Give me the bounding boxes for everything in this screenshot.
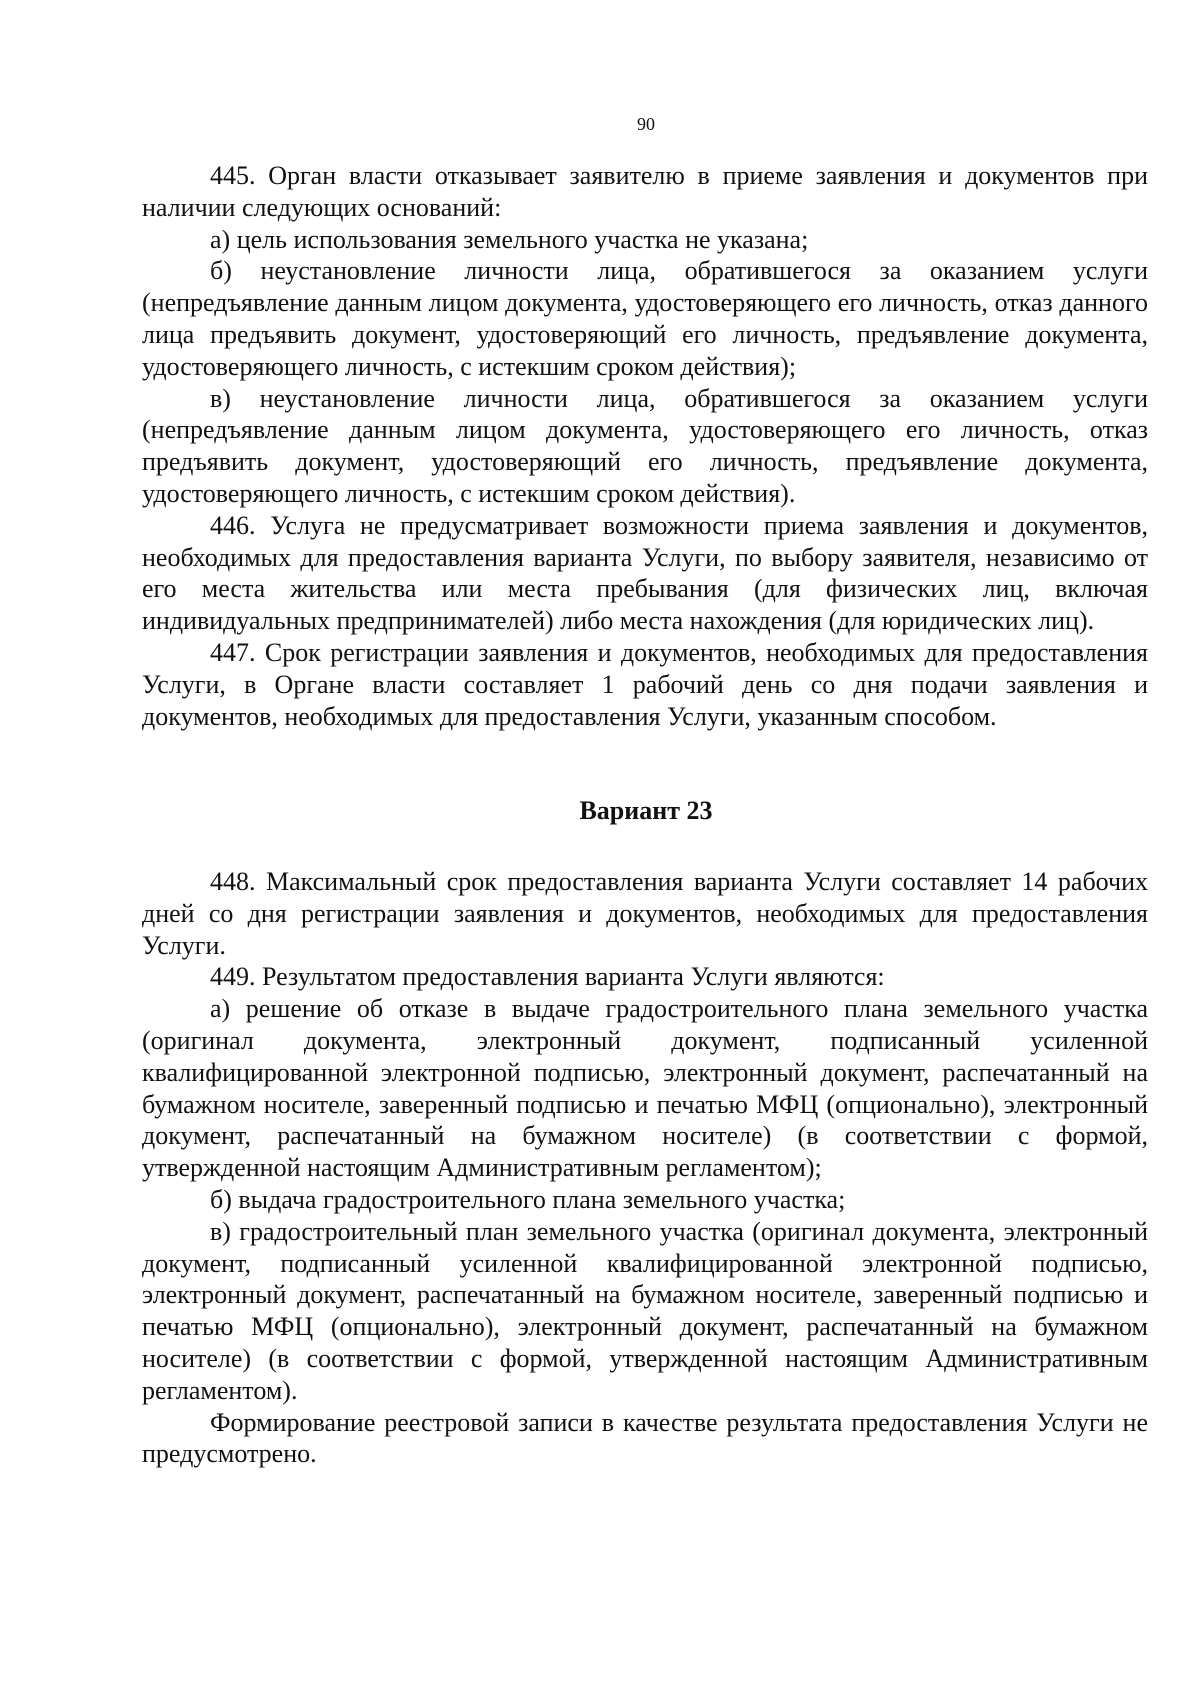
paragraph-449-b: б) выдача градостроительного плана земельного участка; [210,1184,846,1214]
paragraph-445: 445. Орган власти отказывает заявителю в приеме заявления и документов при наличии следующих оснований: [142,161,1148,222]
paragraph-449: 449. Результатом предоставления варианта Услуги являются: [210,962,885,992]
page-number: 90 [637,114,655,134]
text-block-top [142,160,1148,732]
paragraph-registry-note: Формирование реестровой записи в качестве результата предоставления Услуги не предусмотрено. [142,1407,1148,1469]
paragraph-446: 446. Услуга не предусматривает возможности приема заявления и документов, необходимых для предоставления варианта Услуги, по выбору заявителя, независимо от его места жительства или места пребывания (для физических лиц, включая индивидуальных предпринимателей) либо места нахождения (для юридических лиц). [142,510,1148,636]
paragraph-449-v: в) градостроительный план земельного участка (оригинал документа, электронный документ, подписанный усиленной квалифицированной электронной подписью, электронный документ, распечатанный на бумажном носителе, заверенный подписью и печатью МФЦ (опционально), электронный документ, распечатанный на бумажном носителе) (в соответствии с формой, утвержденной настоящим Административным регламентом). [142,1216,1148,1405]
paragraph-445-a: а) цель использования земельного участка не указана; [210,224,809,254]
paragraph-445-v: в) неустановление личности лица, обратившегося за оказанием услуги (непредъявление данным лицом документа, удостоверяющего его личность, отказ предъявить документ, удостоверяющий его личность, предъявление документа, удостоверяющего личность, с истекшим сроком действия). [142,383,1148,508]
paragraph-449-a: а) решение об отказе в выдаче градостроительного плана земельного участка (оригинал документа, электронный документ, подписанный усиленной квалифицированной электронной подписью, электронный документ, распечатанный на бумажном носителе, заверенный подписью и печатью МФЦ (опционально), электронный документ, распечатанный на бумажном носителе) (в соответствии с формой, утвержденной настоящим Административным регламентом); [142,994,1148,1183]
text-block-bottom [142,866,1148,1470]
section-heading-variant-23: Вариант 23 [579,796,713,825]
paragraph-445-b: б) неустановление личности лица, обратившегося за оказанием услуги (непредъявление данным лицом документа, удостоверяющего его личность, отказ данного лица предъявить документ, удостоверяющий его личность, предъявление документа, удостоверяющего личность, с истекшим сроком действия); [142,256,1148,381]
paragraph-448: 448. Максимальный срок предоставления варианта Услуги составляет 14 рабочих дней со дня регистрации заявления и документов, необходимых для предоставления Услуги. [142,867,1148,960]
paragraph-447: 447. Срок регистрации заявления и документов, необходимых для предоставления Услуги, в Органе власти составляет 1 рабочий день со дня подачи заявления и документов, необходимых для предоставления Услуги, указанным способом. [142,637,1148,731]
